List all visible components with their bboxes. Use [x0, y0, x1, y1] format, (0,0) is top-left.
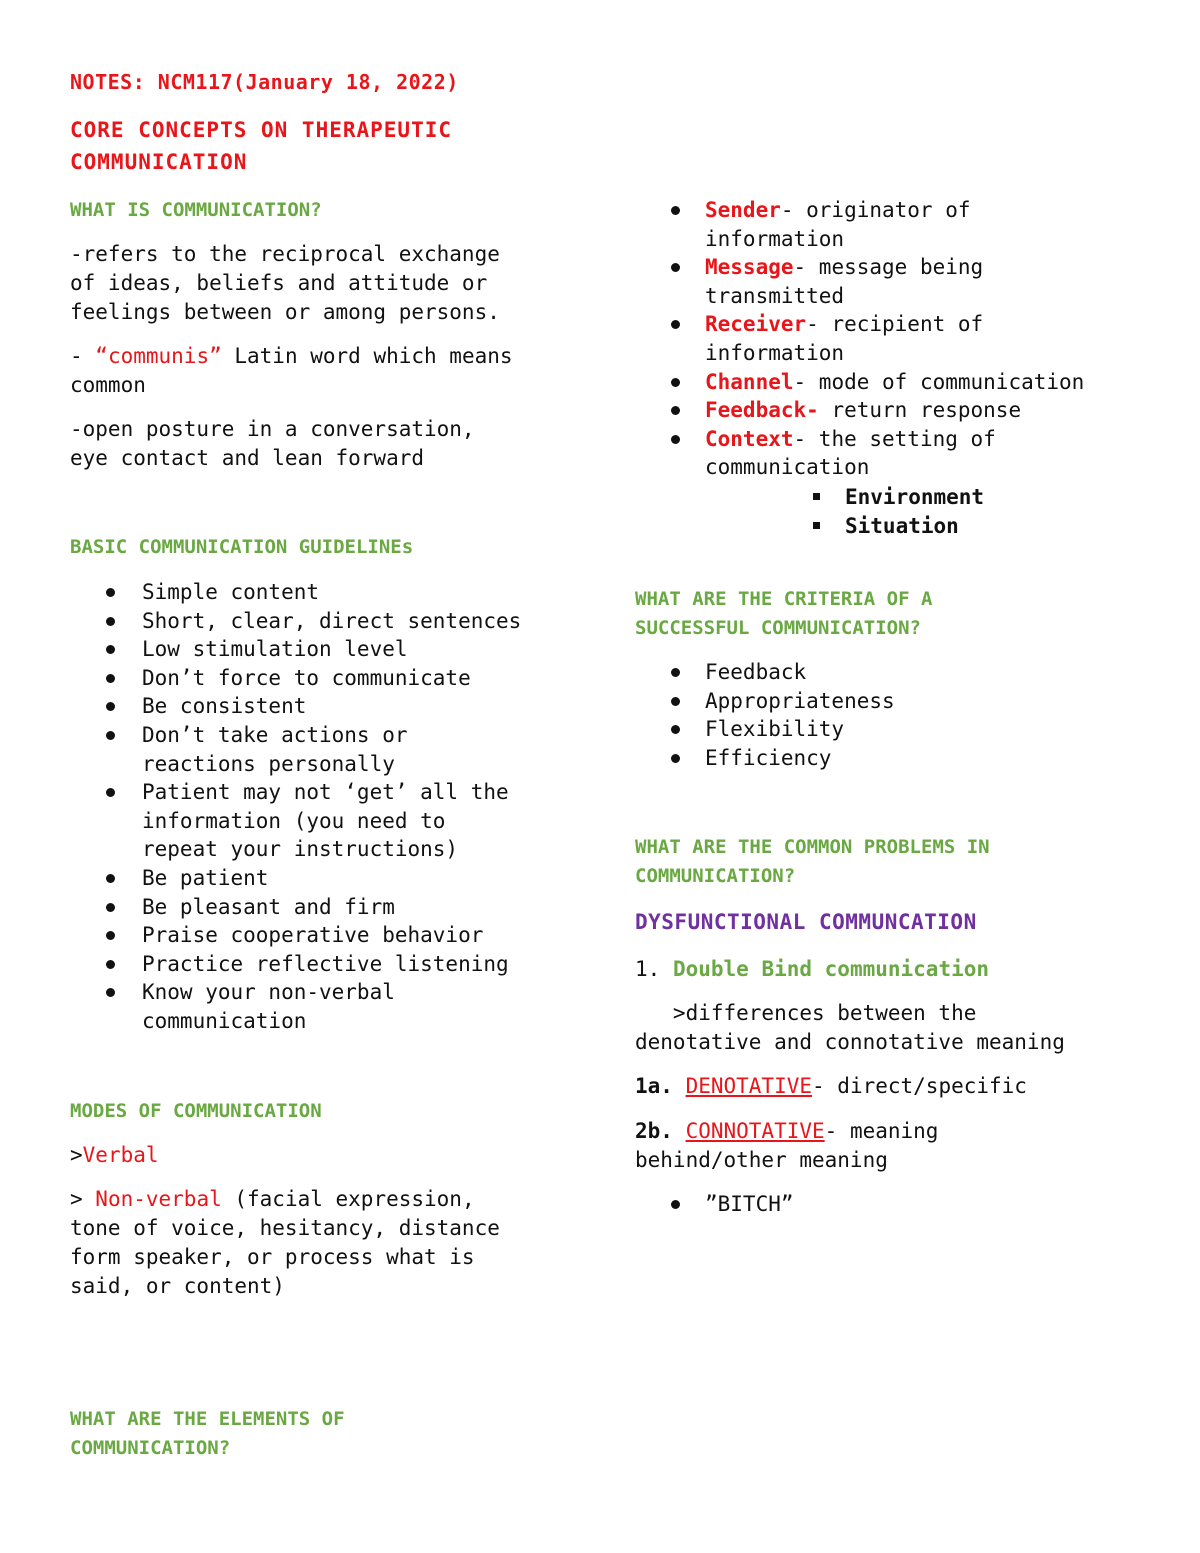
list-item-text: Be pleasant and firm — [142, 894, 395, 919]
element-desc-cont: transmitted — [705, 283, 845, 308]
list-item-text: Patient may not ‘get’ all the information (you need to repeat your instructions) — [142, 780, 509, 862]
bullet-icon — [106, 588, 115, 597]
list-item — [70, 578, 521, 607]
list-item — [635, 1190, 794, 1219]
what-is-p1-line3: feelings between or among persons. — [70, 300, 500, 324]
verbal-prefix: > — [70, 1143, 83, 1167]
square-bullet-icon — [813, 522, 820, 529]
denotative-term: DENOTATIVE — [685, 1074, 813, 1098]
denotative-number: 1a. — [635, 1074, 686, 1098]
bullet-icon — [671, 320, 680, 329]
list-item-text: Don’t force to communicate — [142, 665, 471, 690]
list-item — [70, 778, 521, 864]
list-item — [635, 687, 895, 716]
list-item-text: Simple content — [142, 580, 320, 604]
bullet-icon — [106, 702, 115, 711]
criteria-heading-line1: WHAT ARE THE CRITERIA OF A — [635, 588, 933, 610]
element-desc: return response — [818, 398, 1022, 423]
example-list — [635, 1190, 794, 1219]
double-bind-line — [635, 955, 989, 984]
list-item-text: ”BITCH” — [705, 1192, 794, 1216]
connotative-line — [635, 1117, 938, 1146]
denotative-desc: - direct/specific — [812, 1074, 1027, 1098]
list-item — [70, 864, 521, 893]
list-item — [635, 310, 1084, 367]
bullet-icon — [671, 378, 680, 387]
verbal-term: Verbal — [82, 1143, 159, 1167]
bullet-icon — [671, 206, 680, 215]
verbal-line — [70, 1141, 159, 1170]
nonverbal-line — [70, 1185, 475, 1214]
list-item-text: Low stimulation level — [142, 637, 408, 662]
list-item-text: Short, clear, direct sentences — [142, 608, 522, 633]
list-item — [70, 635, 521, 664]
communis-line2: common — [70, 373, 146, 397]
nonverbal-line4: said, or content) — [70, 1274, 285, 1298]
bullet-icon — [106, 931, 115, 940]
double-bind-label: Double Bind communication — [672, 957, 990, 981]
element-desc-cont: information — [705, 340, 845, 365]
element-desc: - recipient of — [806, 312, 984, 337]
element-term: Message — [705, 255, 794, 280]
main-title-line2: COMMUNICATION — [70, 150, 248, 174]
element-desc: - message being — [793, 255, 984, 280]
nonverbal-term: Non-verbal — [95, 1187, 222, 1211]
list-item — [635, 196, 1084, 253]
elements-heading-line2: COMMUNICATION? — [70, 1437, 231, 1459]
bullet-icon — [106, 788, 115, 797]
element-term: Channel — [705, 369, 794, 394]
communis-line — [70, 342, 513, 371]
list-item-text: Don’t take actions or reactions personally — [142, 722, 408, 776]
connotative-term: CONNOTATIVE — [685, 1119, 825, 1143]
bullet-icon — [671, 725, 680, 734]
dysfunctional-heading: DYSFUNCTIONAL COMMUNCATION — [635, 910, 977, 934]
element-term: Context — [705, 426, 794, 451]
list-item — [70, 978, 521, 1035]
list-item-text: Praise cooperative behavior — [142, 923, 484, 948]
element-term: Sender — [705, 198, 781, 222]
list-item — [70, 664, 521, 693]
double-bind-desc-line1: >differences between the — [635, 1001, 977, 1025]
list-item — [635, 396, 1084, 425]
element-desc: - mode of communication — [793, 369, 1085, 394]
list-item — [70, 950, 521, 979]
communis-rest: Latin word which means — [221, 344, 513, 368]
element-term: Feedback- — [705, 398, 819, 423]
bullet-icon — [106, 874, 115, 883]
problems-heading-line2: COMMUNICATION? — [635, 865, 796, 887]
connotative-line2: behind/other meaning — [635, 1148, 888, 1172]
context-sublist — [810, 483, 984, 541]
list-item — [70, 893, 521, 922]
notes-title: NOTES: NCM117(January 18, 2022) — [70, 70, 459, 94]
main-title-line1: CORE CONCEPTS ON THERAPEUTIC — [70, 118, 453, 142]
list-item — [635, 425, 1084, 482]
problems-heading-line1: WHAT ARE THE COMMON PROBLEMS IN — [635, 836, 990, 858]
bullet-icon — [106, 645, 115, 654]
list-item-text: Feedback — [705, 660, 807, 684]
list-item — [635, 744, 895, 773]
list-item — [70, 692, 521, 721]
list-item-text: Know your non-verbal communication — [142, 980, 395, 1033]
element-desc-cont: information — [705, 226, 845, 251]
what-is-p1-line1: -refers to the reciprocal exchange — [70, 242, 500, 266]
list-item-text: Be patient — [142, 865, 269, 890]
list-item — [70, 921, 521, 950]
elements-list — [635, 196, 1084, 482]
element-desc: - the setting of — [793, 426, 996, 451]
modes-heading: MODES OF COMMUNICATION — [70, 1100, 322, 1122]
nonverbal-rest: (facial expression, — [221, 1187, 475, 1211]
bullet-icon — [671, 754, 680, 763]
list-item — [70, 607, 521, 636]
list-item — [70, 721, 521, 778]
element-desc-cont: communication — [705, 455, 870, 480]
bullet-icon — [671, 435, 680, 444]
element-desc: - originator of — [780, 198, 971, 222]
list-item — [810, 512, 984, 541]
what-is-heading: WHAT IS COMMUNICATION? — [70, 199, 322, 221]
communis-term: “communis” — [95, 344, 222, 368]
guidelines-list — [70, 578, 521, 1036]
what-is-p3-line2: eye contact and lean forward — [70, 446, 425, 470]
square-bullet-icon — [813, 493, 820, 500]
bullet-icon — [106, 960, 115, 969]
list-item-text: Efficiency — [705, 745, 832, 770]
bullet-icon — [106, 731, 115, 740]
connotative-number: 2b. — [635, 1119, 686, 1143]
list-item — [635, 715, 895, 744]
double-bind-number: 1. — [635, 957, 673, 981]
list-item-text: Practice reflective listening — [142, 951, 509, 976]
bullet-icon — [106, 903, 115, 912]
nonverbal-line3: form speaker, or process what is — [70, 1245, 475, 1269]
bullet-icon — [106, 617, 115, 626]
bullet-icon — [106, 988, 115, 997]
nonverbal-prefix: > — [70, 1187, 96, 1211]
list-item — [635, 658, 895, 687]
denotative-line — [635, 1072, 1027, 1101]
bullet-icon — [671, 263, 680, 272]
list-item-text: Be consistent — [142, 694, 307, 719]
elements-heading-line1: WHAT ARE THE ELEMENTS OF — [70, 1408, 345, 1430]
nonverbal-line2: tone of voice, hesitancy, distance — [70, 1216, 500, 1240]
list-item — [810, 483, 984, 512]
guidelines-heading: BASIC COMMUNICATION GUIDELINEs — [70, 536, 414, 558]
bullet-icon — [671, 1200, 680, 1209]
bullet-icon — [671, 668, 680, 677]
bullet-icon — [671, 406, 680, 415]
what-is-p3-line1: -open posture in a conversation, — [70, 417, 475, 441]
communis-prefix: - — [70, 344, 96, 368]
list-item-text: Flexibility — [705, 717, 845, 742]
bullet-icon — [106, 674, 115, 683]
what-is-p1-line2: of ideas, beliefs and attitude or — [70, 271, 488, 295]
list-item-text: Situation — [845, 514, 959, 538]
list-item — [635, 253, 1084, 310]
criteria-heading-line2: SUCCESSFUL COMMUNICATION? — [635, 617, 921, 639]
list-item — [635, 368, 1084, 397]
list-item-text: Environment — [845, 485, 985, 509]
bullet-icon — [671, 697, 680, 706]
list-item-text: Appropriateness — [705, 688, 895, 713]
element-term: Receiver — [705, 312, 807, 337]
connotative-desc: - meaning — [824, 1119, 939, 1143]
criteria-list — [635, 658, 895, 772]
double-bind-desc-line2: denotative and connotative meaning — [635, 1030, 1065, 1054]
